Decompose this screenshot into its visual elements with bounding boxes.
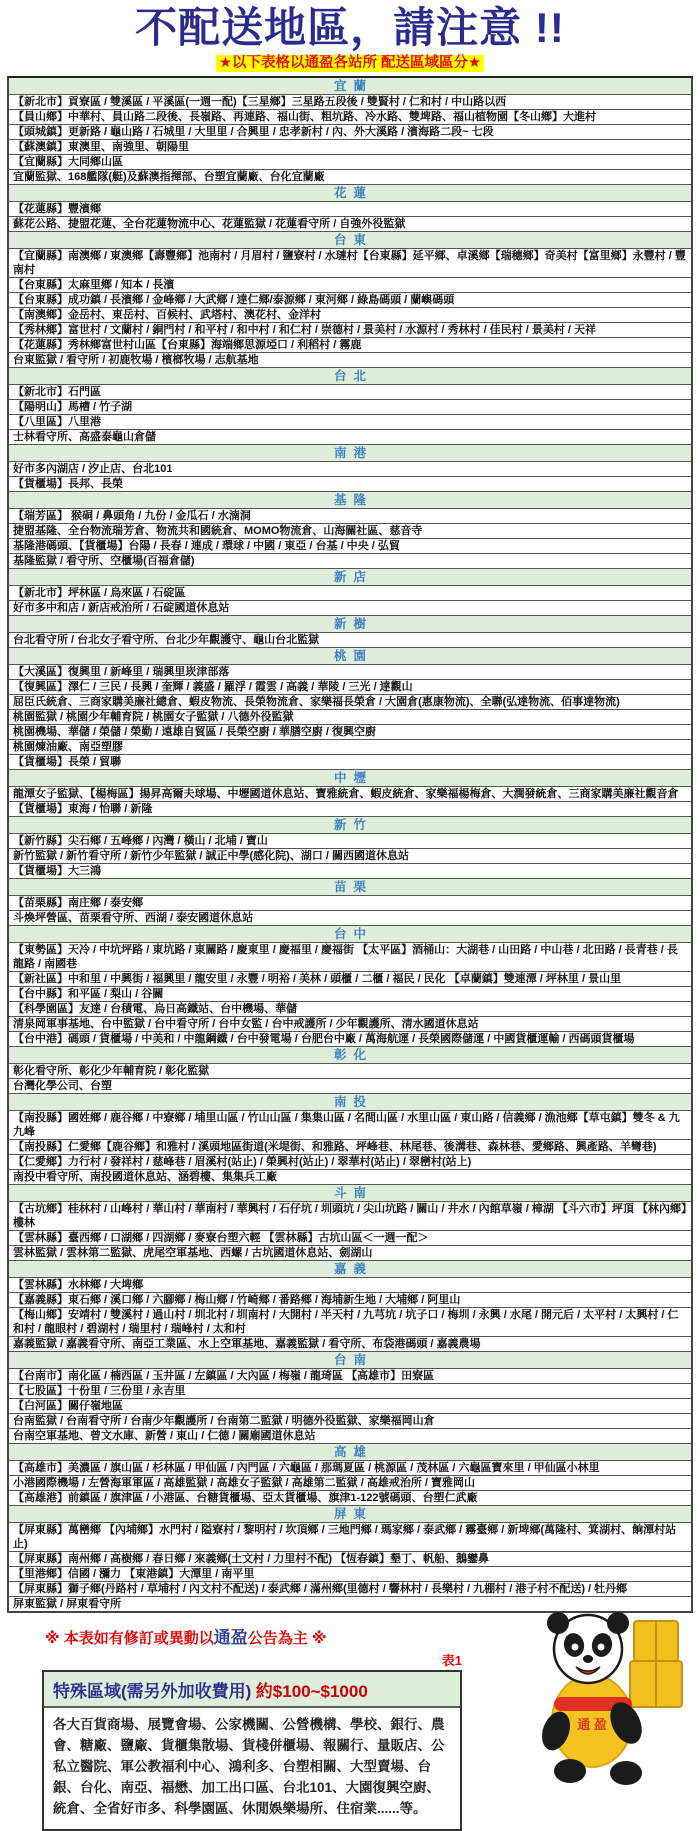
table-row: 好市多內湖店 / 汐止店、台北101 xyxy=(9,461,691,476)
section-header-0: 宜蘭 xyxy=(9,78,691,94)
section-header-3: 台北 xyxy=(9,367,691,384)
table-row: 【七股區】十份里 / 三份里 / 永吉里 xyxy=(9,1383,691,1398)
table-row: 【高雄港】前鎮區 / 旗津區 / 小港區、台糖貨櫃場、亞太貨櫃場、旗津1-122號碼頭、台塑仁武廠 xyxy=(9,1490,691,1505)
table-row: 【台東縣】太麻里鄉 / 知本 / 長濱 xyxy=(9,277,691,292)
section-header-11: 苗栗 xyxy=(9,878,691,895)
parcel-boxes-icon xyxy=(630,1621,682,1707)
special-area-header xyxy=(44,1672,460,1708)
mascot-brand-text: 通 盈 xyxy=(577,1717,607,1732)
section-header-18: 高雄 xyxy=(9,1443,691,1460)
table-number-label: 表1 xyxy=(441,1653,462,1668)
section-header-2: 台東 xyxy=(9,231,691,248)
table-row: 南投中看守所、南投國道休息站、涵碧樓、集集兵工廠 xyxy=(9,1169,691,1184)
table-row: 基隆監獄 / 看守所、空櫃場(百福倉儲) xyxy=(9,553,691,568)
revision-note-suffix: 公告為主 ※ xyxy=(247,1630,327,1647)
table-row: 【八里區】八里港 xyxy=(9,414,691,429)
section-header-1: 花蓮 xyxy=(9,184,691,201)
table-row: 【秀林鄉】富世村 / 文蘭村 / 銅門村 / 和平村 / 和中村 / 和仁村 / 崇德村 / 景美村 / 水源村 / 秀林村 / 佳民村 / 景美村 / 天祥 xyxy=(9,322,691,337)
table-row: 【頭城鎮】更新路 / 龜山路 / 石城里 / 大里里 / 合興里 / 忠孝新村 / 內、外大溪路 / 濱海路二段~ 七段 xyxy=(9,124,691,139)
brand-name: 通盈 xyxy=(213,1628,248,1647)
table-row: 【瑞芳區】 猴硐 / 鼻頭角 / 九份 / 金瓜石 / 水湳洞 xyxy=(9,508,691,523)
table-row: 【南投縣】國姓鄉 / 鹿谷鄉 / 中寮鄉 / 埔里山區 / 竹山山區 / 集集山區 / 名間山區 / 水里山區 / 東山路 / 信義鄉 / 漁池鄉【草屯鎮】雙冬 & 九九峰 xyxy=(9,1110,691,1139)
table-row: 【新北市】石門區 xyxy=(9,384,691,399)
table-row: 【嘉義縣】東石鄉 / 溪口鄉 / 六腳鄉 / 梅山鄉 / 竹崎鄉 / 番路鄉 / 海埔新生地 / 大埔鄉 / 阿里山 xyxy=(9,1292,691,1307)
section-header-5: 基隆 xyxy=(9,491,691,508)
table-row: 雲林監獄 / 雲林第二監獄、虎尾空軍基地、西螺 / 古坑國道休息站、劍湖山 xyxy=(9,1245,691,1260)
table-row: 【新北市】貢寮區 / 雙溪區 / 平溪區(一週一配)【三星鄉】三星路五段後 / 雙賢村 / 仁和村 / 中山路以西 xyxy=(9,94,691,109)
section-header-9: 中壢 xyxy=(9,769,691,786)
table-row: 蘇花公路、捷盟花蓮、全台花蓮物流中心、花蓮監獄 / 花蓮看守所 / 自強外役監獄 xyxy=(9,216,691,231)
table-row: 台灣化學公司、台塑 xyxy=(9,1078,691,1093)
special-area-title: 特殊區域(需另外加收費用) xyxy=(53,1682,252,1701)
table-row: 【南投縣】仁愛鄉【鹿谷鄉】和雅村 / 溪頭地區街道(米堤街、和雅路、坪峰巷、林尾巷、後溝巷、森林巷、愛鄉路、興產路、羊彎巷) xyxy=(9,1139,691,1154)
table-row: 士林看守所、高盛泰龜山倉儲 xyxy=(9,429,691,444)
panda-mascot-icon xyxy=(530,1603,690,1788)
table-row: 【陽明山】馬槽 / 竹子湖 xyxy=(9,399,691,414)
special-area-body: 各大百貨商場、展覽會場、公家機關、公營機構、學校、銀行、農會、糖廠、鹽廠、貨櫃集散場、貨棧併櫃場、報關行、量販店、公私立醫院、軍公教福利中心、鴻利多、台塑相關、大型賣場、台銀、台化、南亞、福懋、加工出口區、台北101、大園復興空廚、統倉、全省好市多、科學園區、休閒娛樂場所、住宿業......等。 xyxy=(53,1717,445,1816)
table-row: 【古坑鄉】桂林村 / 山峰村 / 華山村 / 華南村 / 華興村 / 石仔坑 / 圳頭坑 / 尖山坑路 / 關山 / 井水 / 內館草嶺 / 樟湖 【斗六市】坪頂 【林內鄉】樓林 xyxy=(9,1201,691,1230)
table-row: 【貨櫃場】長邦、長榮 xyxy=(9,476,691,491)
table-row: 斗煥坪營區、苗栗看守所、西湖 / 泰安國道休息站 xyxy=(9,910,691,925)
table-row: 台南空軍基地、曾文水庫、新營 / 東山 / 仁德 / 關廟國道休息站 xyxy=(9,1428,691,1443)
section-header-17: 台南 xyxy=(9,1351,691,1368)
table-row: 【台中港】碼頭 / 貨櫃場 / 中美和 / 中龍鋼鐵 / 台中發電場 / 台肥台中廠 / 萬海航運 / 長榮國際儲運 / 中國貨櫃運輸 / 西碼頭貨櫃場 xyxy=(9,1031,691,1046)
page-title: 不配送地區，請注意 !! xyxy=(135,4,565,51)
footer xyxy=(0,1623,700,1831)
table-row: 【高雄市】美濃區 / 旗山區 / 杉林區 / 甲仙區 / 內門區 / 六龜區 / 那瑪夏區 / 桃源區 / 茂林區 / 六龜區寶來里 / 甲仙區小林里 xyxy=(9,1460,691,1475)
table-row: 【東勢區】天冷 / 中坑坪路 / 東坑路 / 東關路 / 慶東里 / 慶福里 / 慶福街 【太平區】酒桶山：大湖巷 / 山田路 / 中山巷 / 北田路 / 長青巷 / 長龍路 / 南國巷 xyxy=(9,942,691,971)
table-row: 【復興區】澤仁 / 三民 / 長興 / 奎輝 / 義盛 / 羅浮 / 霞雲 / 高義 / 華陵 / 三光 / 達觀山 xyxy=(9,679,691,694)
table-row: 【雲林縣】水林鄉 / 大埤鄉 xyxy=(9,1277,691,1292)
table-row: 【屏東縣】萬巒鄉 【內埔鄉】水門村 / 隘寮村 / 黎明村 / 坎頂鄉 / 三地門鄉 / 瑪家鄉 / 泰武鄉 / 霧臺鄉 / 新埤鄉(萬隆村、箕湖村、餉潭村站止) xyxy=(9,1522,691,1551)
table-row: 【屏東縣】南州鄉 / 高樹鄉 / 春日鄉 / 來義鄉(土文村 / 力里村不配) 【恆春鎮】墾丁、帆船、鵝鑾鼻 xyxy=(9,1551,691,1566)
table-row: 【里港鄉】信國 / 瀰力 【東港鎮】大潭里 / 南平里 xyxy=(9,1566,691,1581)
table-row: 【屏東縣】獅子鄉(丹路村 / 草埔村 / 內文村不配送) / 泰武鄉 / 滿州鄉(里德村 / 響林村 / 長樂村 / 九棚村 / 港子村不配送) / 牡丹鄉 xyxy=(9,1581,691,1596)
table-row: 【花蓮縣】秀林鄉富世村山區【台東縣】海端鄉思源埡口 / 利稻村 / 霧鹿 xyxy=(9,337,691,352)
table-row: 屏東監獄 / 屏東看守所 xyxy=(9,1596,691,1611)
section-header-12: 台中 xyxy=(9,925,691,942)
table-row: 屈臣氏統倉、三商家購美廉社總倉、蝦皮物流、長榮物流倉、家樂福長榮倉 / 大園倉(惠康物流)、全聯(弘達物流、佰事達物流) xyxy=(9,694,691,709)
table-row: 【新竹縣】尖石鄉 / 五峰鄉 / 內灣 / 橫山 / 北埔 / 寶山 xyxy=(9,833,691,848)
table-row: 桃園煉油廠、南亞塑膠 xyxy=(9,739,691,754)
table-row: 【新北市】坪林區 / 烏來區 / 石碇區 xyxy=(9,585,691,600)
table-row: 【雲林縣】臺西鄉 / 口湖鄉 / 四湖鄉 / 麥寮台塑六輕 【雲林縣】古坑山區＜一週一配＞ xyxy=(9,1230,691,1245)
section-header-13: 彰化 xyxy=(9,1046,691,1063)
section-header-14: 南投 xyxy=(9,1093,691,1110)
table-row: 【台東縣】成功鎮 / 長濱鄉 / 金峰鄉 / 大武鄉 / 達仁鄉/泰源鄉 / 東河鄉 / 綠島碼頭 / 蘭嶼碼頭 xyxy=(9,292,691,307)
table-row: 【貨櫃場】長榮 / 貿聯 xyxy=(9,754,691,769)
table-row: 【苗栗縣】南庄鄉 / 泰安鄉 xyxy=(9,895,691,910)
table-row: 捷盟基隆、全台物流瑞芳倉、物流共和國統倉、MOMO物流倉、山海關社區、慈音寺 xyxy=(9,523,691,538)
table-row: 【宜蘭縣】大同鄉山區 xyxy=(9,154,691,169)
section-header-4: 南港 xyxy=(9,444,691,461)
table-row: 【台南市】南化區 / 楠西區 / 玉井區 / 左鎮區 / 大內區 / 梅嶺 / 龍琦區 【高雄市】田寮區 xyxy=(9,1368,691,1383)
table-row: 【員山鄉】中華村、員山路二段後、長嶺路、再連路、福山街、粗坑路、冷水路、雙埤路、福山植物園【冬山鄉】大進村 xyxy=(9,109,691,124)
table-row: 【台中縣】和平區 / 梨山 / 谷關 xyxy=(9,986,691,1001)
table-row: 彰化看守所、彰化少年輔育院 / 彰化監獄 xyxy=(9,1063,691,1078)
table-row: 嘉義監獄 / 嘉義看守所、南亞工業區、水上空軍基地、嘉義監獄 / 看守所、布袋港碼頭 / 嘉義農場 xyxy=(9,1336,691,1351)
revision-note-prefix: ※ 本表如有修訂或異動以 xyxy=(45,1630,214,1647)
table-row: 【梅山鄉】安靖村 / 雙溪村 / 過山村 / 圳北村 / 圳南村 / 大開村 / 半天村 / 九芎坑 / 坑子口 / 梅圳 / 永興 / 水尾 / 開元后 / 太平村 / 太興村 / 仁和村 / 龍眼村 / 碧湖村 / 瑞里村 / 瑞峰村 / 太和村 xyxy=(9,1307,691,1336)
table-row: 【貨櫃場】大三鴻 xyxy=(9,863,691,878)
table-row: 好市多中和店 / 新店戒治所 / 石碇國道休息站 xyxy=(9,600,691,615)
delivery-table xyxy=(7,76,693,1613)
special-area-price: 約$100~$1000 xyxy=(255,1682,368,1701)
special-area-box xyxy=(42,1670,462,1831)
table-row: 【大溪區】復興里 / 新峰里 / 瑞興里崁津部落 xyxy=(9,664,691,679)
table-row: 清泉岡軍事基地、台中監獄 / 台中看守所 / 台中女監 / 台中戒護所 / 少年觀護所、清水國道休息站 xyxy=(9,1016,691,1031)
section-header-19: 屏東 xyxy=(9,1505,691,1522)
table-row: 小港國際機場 / 左營海軍軍區 / 高雄監獄 / 高雄女子監獄 / 高雄第二監獄 / 高雄戒治所 / 寶雅岡山 xyxy=(9,1475,691,1490)
section-header-8: 桃園 xyxy=(9,647,691,664)
table-row: 宜蘭監獄、168艦隊(艇)及蘇澳指揮部、台塑宜蘭廠、台化宜蘭廠 xyxy=(9,169,691,184)
table-row: 【白河區】關仔嶺地區 xyxy=(9,1398,691,1413)
table-row: 【貨櫃場】東海 / 怡聯 / 新隆 xyxy=(9,801,691,816)
table-row: 【花蓮縣】豐濱鄉 xyxy=(9,201,691,216)
table-row: 台東監獄 / 看守所 / 初鹿牧場 / 檳榔牧場 / 志航基地 xyxy=(9,352,691,367)
table-row: 桃園監獄 / 桃園少年輔育院 / 桃園女子監獄 / 八德外役監獄 xyxy=(9,709,691,724)
section-header-7: 新樹 xyxy=(9,615,691,632)
subtitle-highlight: ★以下表格以通盈各站所 配送區域區分★ xyxy=(216,55,484,72)
table-row: 龍潭女子監獄、【楊梅區】揚昇高爾夫球場、中壢國道休息站、寶雅統倉、蝦皮統倉、家樂福楊梅倉、大潤發統倉、三商家購美廉社觀音倉 xyxy=(9,786,691,801)
table-row: 桃園機場、華儲 / 榮儲 / 榮勤 / 遠雄自貿區 / 長榮空廚 / 華膳空廚 / 復興空廚 xyxy=(9,724,691,739)
table-row: 【仁愛鄉】力行村 / 發祥村 / 慈峰巷 / 眉溪村(站止) / 榮興村(站止) / 翠華村(站止) / 翠巒村(站上) xyxy=(9,1154,691,1169)
table-row: 台北看守所 / 台北女子看守所、台北少年觀護守、龜山台北監獄 xyxy=(9,632,691,647)
table-row: 基隆港碼頭、【貨櫃場】台陽 / 長春 / 連成 / 環球 / 中國 / 東亞 / 台基 / 中央 / 弘貿 xyxy=(9,538,691,553)
table-row: 【科學園區】友達 / 台積電、烏日高鐵站、台中機場、華儲 xyxy=(9,1001,691,1016)
table-row: 台南監獄 / 台南看守所 / 台南少年觀護所 / 台南第二監獄 / 明德外役監獄、家樂福岡山倉 xyxy=(9,1413,691,1428)
table-row: 【新社區】中和里 / 中興街 / 福興里 / 龍安里 / 永豐 / 明裕 / 美林 / 頭櫃 / 二櫃 / 福民 / 民化 【卓蘭鎮】雙連潭 / 坪林里 / 景山里 xyxy=(9,971,691,986)
section-header-10: 新竹 xyxy=(9,816,691,833)
section-header-16: 嘉義 xyxy=(9,1260,691,1277)
section-header-6: 新店 xyxy=(9,568,691,585)
table-row: 【南澳鄉】金岳村、東岳村、百候村、武塔村、澳花村、金洋村 xyxy=(9,307,691,322)
table-row: 新竹監獄 / 新竹看守所 / 新竹少年監獄 / 誠正中學(感化院)、湖口 / 關西國道休息站 xyxy=(9,848,691,863)
section-header-15: 斗南 xyxy=(9,1184,691,1201)
table-row: 【宜蘭縣】南澳鄉 / 東澳鄉【壽豐鄉】池南村 / 月眉村 / 鹽寮村 / 水璉村【台東縣】延平鄉、卓溪鄉【瑞穗鄉】奇美村【富里鄉】永豐村 / 豐南村 xyxy=(9,248,691,277)
table-row: 【蘇澳鎮】東澳里、南強里、朝陽里 xyxy=(9,139,691,154)
